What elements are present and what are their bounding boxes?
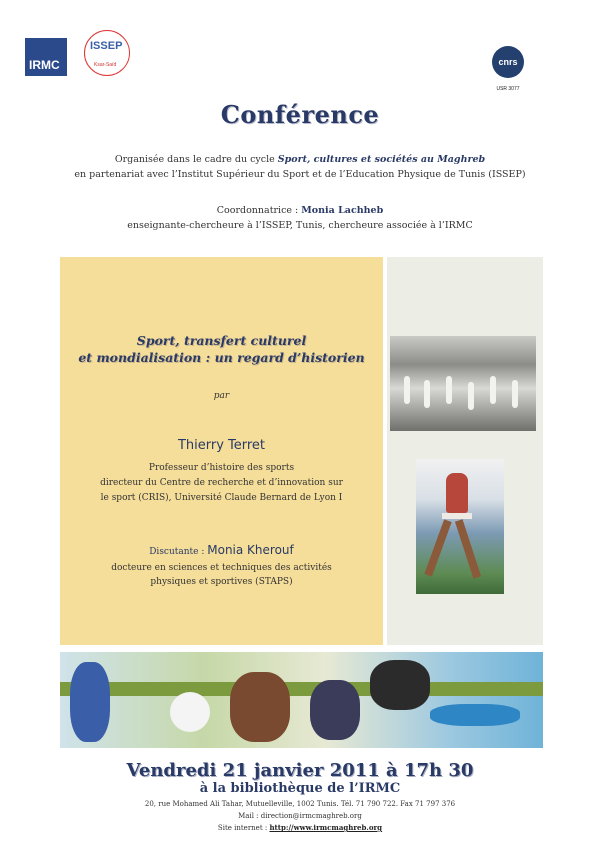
- website-label: Site internet :: [217, 824, 270, 832]
- sports-banner: [60, 652, 543, 748]
- address: 20, rue Mohamed Ali Tahar, Mutuelleville, 1002 Tunis. Tél. 71 790 722. Fax 71 797 376: [144, 800, 456, 808]
- photo-figure: [404, 376, 410, 404]
- discussant-label: Discutante :: [149, 547, 208, 557]
- photo-figure: [468, 382, 474, 410]
- intro-line-2: en partenariat avec l’Institut Supérieur du Sport et de l’Education Physique de Tunis (ISSEP): [74, 169, 526, 180]
- speaker-role-3: le sport (CRIS), Université Claude Bernard de Lyon I: [100, 493, 343, 503]
- photo-figure: [512, 380, 518, 408]
- banner-swimmer: [430, 704, 520, 726]
- irmc-logo-text: IRMC: [29, 58, 60, 72]
- banner-athlete: [310, 680, 360, 740]
- discussant-name: Monia Kherouf: [207, 543, 294, 557]
- cycle-name: Sport, cultures et sociétés au Maghreb: [277, 154, 486, 165]
- event-date: Vendredi 21 janvier 2011 à 17h 30: [126, 760, 474, 781]
- discussant-role-2: physiques et sportives (STAPS): [150, 577, 293, 587]
- website: [0, 823, 600, 832]
- issep-logo-text: ISSEP: [90, 40, 123, 52]
- talk-title-line-1: Sport, transfert culturel: [136, 333, 307, 348]
- intro-prefix: Organisée dans le cadre du cycle: [114, 154, 278, 165]
- irmc-logo: [25, 38, 67, 76]
- discussant-role-1: docteure en sciences et techniques des activités: [111, 563, 332, 573]
- usr-label: USR 3077: [496, 86, 520, 92]
- speaker-role-1: Professeur d’histoire des sports: [148, 463, 295, 473]
- website-link[interactable]: http://www.irmcmaghreb.org: [269, 823, 383, 832]
- photo-figure: [424, 380, 430, 408]
- runner-photo: [416, 459, 504, 594]
- runner-leg: [424, 519, 451, 576]
- gymnastics-photo: [390, 336, 536, 431]
- banner-athlete: [70, 662, 110, 742]
- event-venue: à la bibliothèque de l’IRMC: [199, 781, 401, 796]
- talk-title-line-2: et mondialisation : un regard d’historien: [78, 350, 365, 365]
- coordinator-name: Monia Lachheb: [301, 205, 384, 216]
- banner-band: [60, 682, 543, 696]
- runner-torso: [446, 473, 468, 513]
- by-label: par: [213, 391, 230, 401]
- mail: Mail : direction@irmcmaghreb.org: [238, 812, 362, 820]
- talk-title: [60, 332, 383, 366]
- runner-leg: [455, 519, 481, 579]
- page-title: Conférence: [220, 100, 380, 129]
- cnrs-logo: cnrs: [492, 46, 524, 78]
- speaker-role-2: directeur du Centre de recherche et d’innovation sur: [100, 478, 343, 488]
- discussant-line: [60, 543, 383, 557]
- speaker-name: Thierry Terret: [177, 438, 266, 453]
- coordinator-label: Coordonnatrice :: [216, 205, 302, 216]
- runner-shorts: [442, 513, 472, 519]
- banner-ball: [170, 692, 210, 732]
- issep-logo-ring: [84, 30, 130, 76]
- photo-figure: [490, 376, 496, 404]
- photo-figure: [446, 376, 452, 404]
- banner-athlete: [370, 660, 430, 710]
- issep-logo-subtext: Ksar-Saïd: [94, 62, 117, 68]
- intro-line-1: [0, 152, 600, 167]
- coordinator-role: enseignante-chercheure à l’ISSEP, Tunis, chercheure associée à l’IRMC: [127, 220, 473, 231]
- issep-logo: [84, 30, 130, 76]
- coordinator-line: [0, 203, 600, 218]
- banner-athlete: [230, 672, 290, 742]
